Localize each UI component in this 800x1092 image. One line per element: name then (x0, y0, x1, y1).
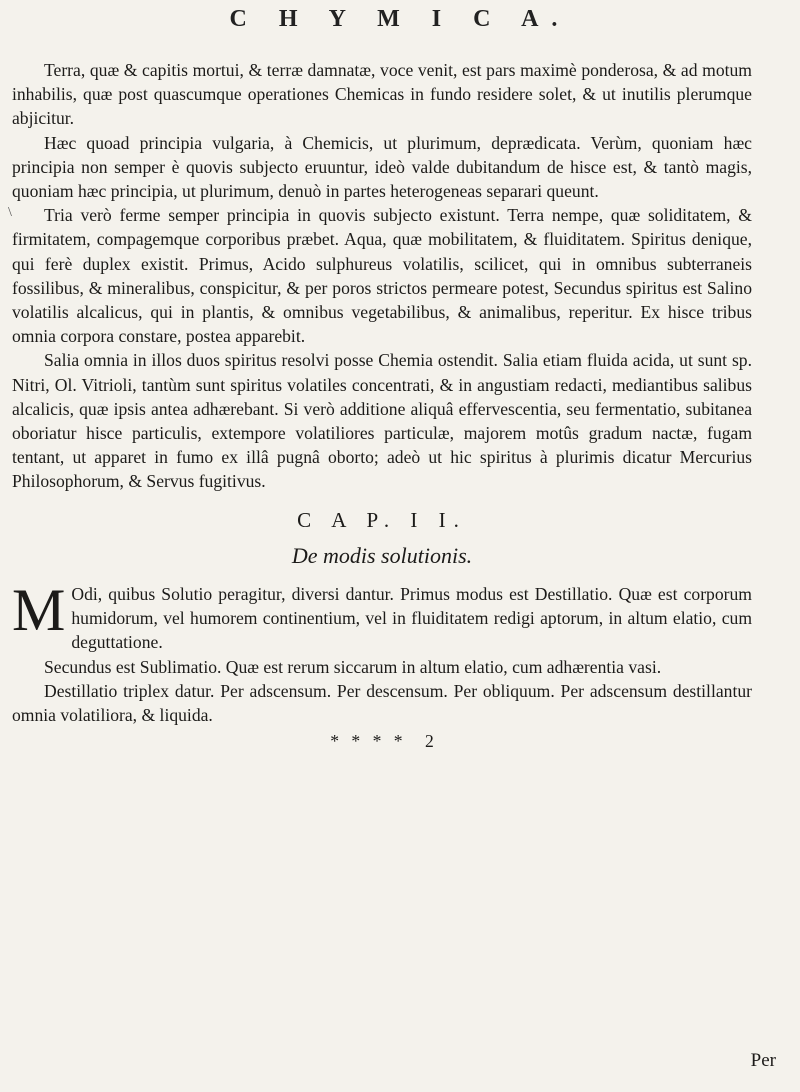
paragraph-tria: Tria verò ferme semper principia in quovis subjecto existunt. Terra nempe, quæ soliditatem, & firmitatem, compagemque corporibus præbet. Aqua, quæ mobilitatem, & fluiditatem. Spiritus denique, qui ferè duplex existit. Primus, Acido sulphureus volatilis, scilicet, qui in omnibus subterraneis fossilibus, & mineralibus, conspicitur, & per poros strictos permeare potest, Secundus spiritus est Salino volatilis alcalicus, qui in plantis, & omnibus vegetabilibus, & animalibus, reperitur. Ex hisce tribus omnia corpora constare, postea apparebit. (12, 205, 752, 347)
signature-stars: * * * * (330, 731, 407, 752)
margin-mark: \ (8, 205, 12, 220)
running-head: C H Y M I C A. (229, 6, 571, 32)
paragraph-modi-text: Odi, quibus Solutio peragitur, diversi dantur. Primus modus est Destillatio. Quæ est corporum humidorum, vel humorem continentium, vel in fluiditatem redigi aptorum, in altum elatio, cum deguttatione. (71, 584, 752, 653)
chapter-heading: C A P. I I. (297, 507, 467, 532)
signature-mark (12, 729, 752, 753)
section-title: De modis solutionis. (291, 542, 473, 568)
paragraph-principia: Hæc quoad principia vulgaria, à Chemicis, ut plurimum, deprædicata. Verùm, quoniam hæc principia non semper è quovis subjecto eruuntur, ideò valde dubitandum de hisce est, & tantò magis, quoniam hæc principia, ut plurimum, denuò in partes heterogeneas separari queunt. (12, 132, 752, 202)
paragraph-modi (12, 577, 752, 655)
paragraph-terra: Terra, quæ & capitis mortui, & terræ damnatæ, voce venit, est pars maximè ponderosa, & ad motum inhabilis, quæ post quascumque operationes Chemicas in fundo residere solet, & ut inutilis plerumque abjicitur. (12, 60, 752, 129)
paragraph-sublimatio: Secundus est Sublimatio. Quæ est rerum siccarum in altum elatio, cum adhærentia vasi. (44, 656, 662, 677)
paragraph-salia: Salia omnia in illos duos spiritus resolvi posse Chemia ostendit. Salia etiam fluida acida, ut sunt sp. Nitri, Ol. Vitrioli, tantùm sunt spiritus volatiles concentrati, & in angustiam redacti, mediantibus salibus alcalicis, quæ ipsis antea adhærebant. Si verò additione aliquâ effervescentia, seu fermentatio, subitanea oboriatur hisce particulis, extempore volatiliores particulæ, majorem motûs gradum nactæ, fugam tentant, ut apparet in fumo ex illâ pugnâ oborto; adeò ut hic spiritus à plurimis dicatur Mercurius Philosophorum, & Servus fugitivus. (12, 350, 752, 492)
page-body (12, 58, 752, 753)
drop-cap: M (12, 577, 66, 644)
signature-number: 2 (425, 731, 434, 752)
catchword: Per (750, 1050, 776, 1071)
paragraph-destillatio: Destillatio triplex datur. Per adscensum. Per descensum. Per obliquum. Per adscensum destillantur omnia volatiliora, & liquida. (12, 680, 752, 726)
